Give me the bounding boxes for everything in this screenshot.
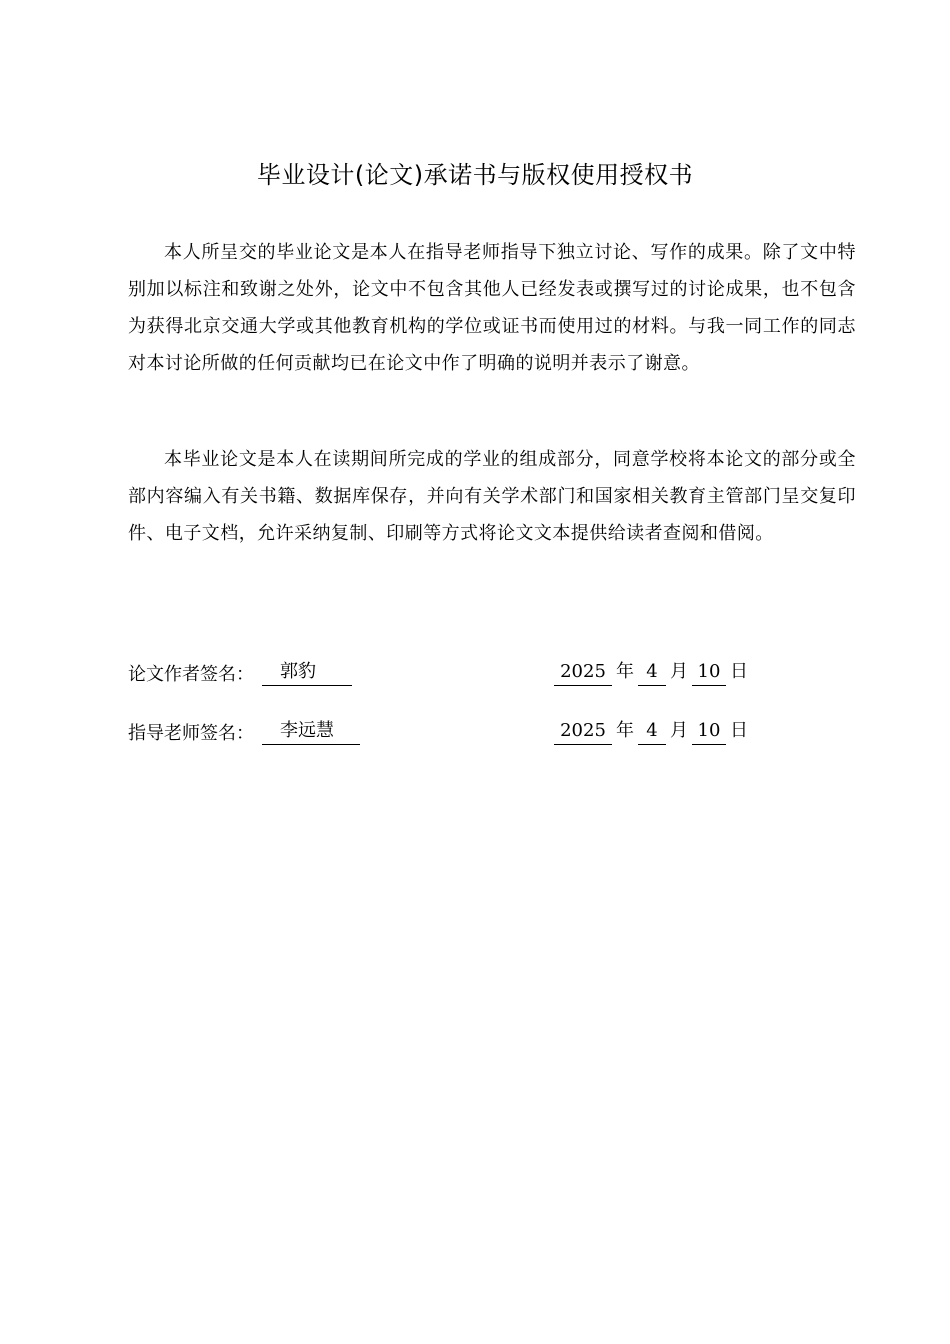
date-year: 2025 bbox=[554, 660, 612, 686]
date-day: 10 bbox=[692, 660, 726, 686]
date-month: 4 bbox=[638, 660, 666, 686]
date-day: 10 bbox=[692, 719, 726, 745]
date-year-word: 年 bbox=[616, 720, 634, 741]
authorization-paragraph: 本毕业论文是本人在读期间所完成的学业的组成部分，同意学校将本论文的部分或全部内容编入有关书籍、数据库保存，并向有关学术部门和国家相关教育主管部门呈交复印件、电子文档，允许采纳复制、印刷等方式将论文文本提供给读者查阅和借阅。 bbox=[128, 449, 856, 544]
advisor-signature-name: 李远慧 bbox=[262, 719, 360, 745]
advisor-signature-row bbox=[128, 719, 856, 749]
date-month-word: 月 bbox=[670, 661, 688, 682]
date-month-word: 月 bbox=[670, 720, 688, 741]
author-signature-date bbox=[554, 660, 752, 690]
date-year-word: 年 bbox=[616, 661, 634, 682]
document-title: 毕业设计(论文)承诺书与版权使用授权书 bbox=[256, 161, 694, 189]
author-signature-name: 郭豹 bbox=[262, 660, 352, 686]
date-year: 2025 bbox=[554, 719, 612, 745]
date-month: 4 bbox=[638, 719, 666, 745]
advisor-signature-date bbox=[554, 719, 752, 749]
author-signature-label: 论文作者签名： bbox=[128, 664, 254, 685]
date-day-word: 日 bbox=[730, 720, 748, 741]
commitment-paragraph: 本人所呈交的毕业论文是本人在指导老师指导下独立讨论、写作的成果。除了文中特别加以标注和致谢之处外，论文中不包含其他人已经发表或撰写过的讨论成果，也不包含为获得北京交通大学或其他教育机构的学位或证书而使用过的材料。与我一同工作的同志对本讨论所做的任何贡献均已在论文中作了明确的说明并表示了谢意。 bbox=[128, 242, 856, 374]
advisor-signature-label: 指导老师签名： bbox=[128, 723, 254, 744]
author-signature-row bbox=[128, 660, 856, 690]
date-day-word: 日 bbox=[730, 661, 748, 682]
